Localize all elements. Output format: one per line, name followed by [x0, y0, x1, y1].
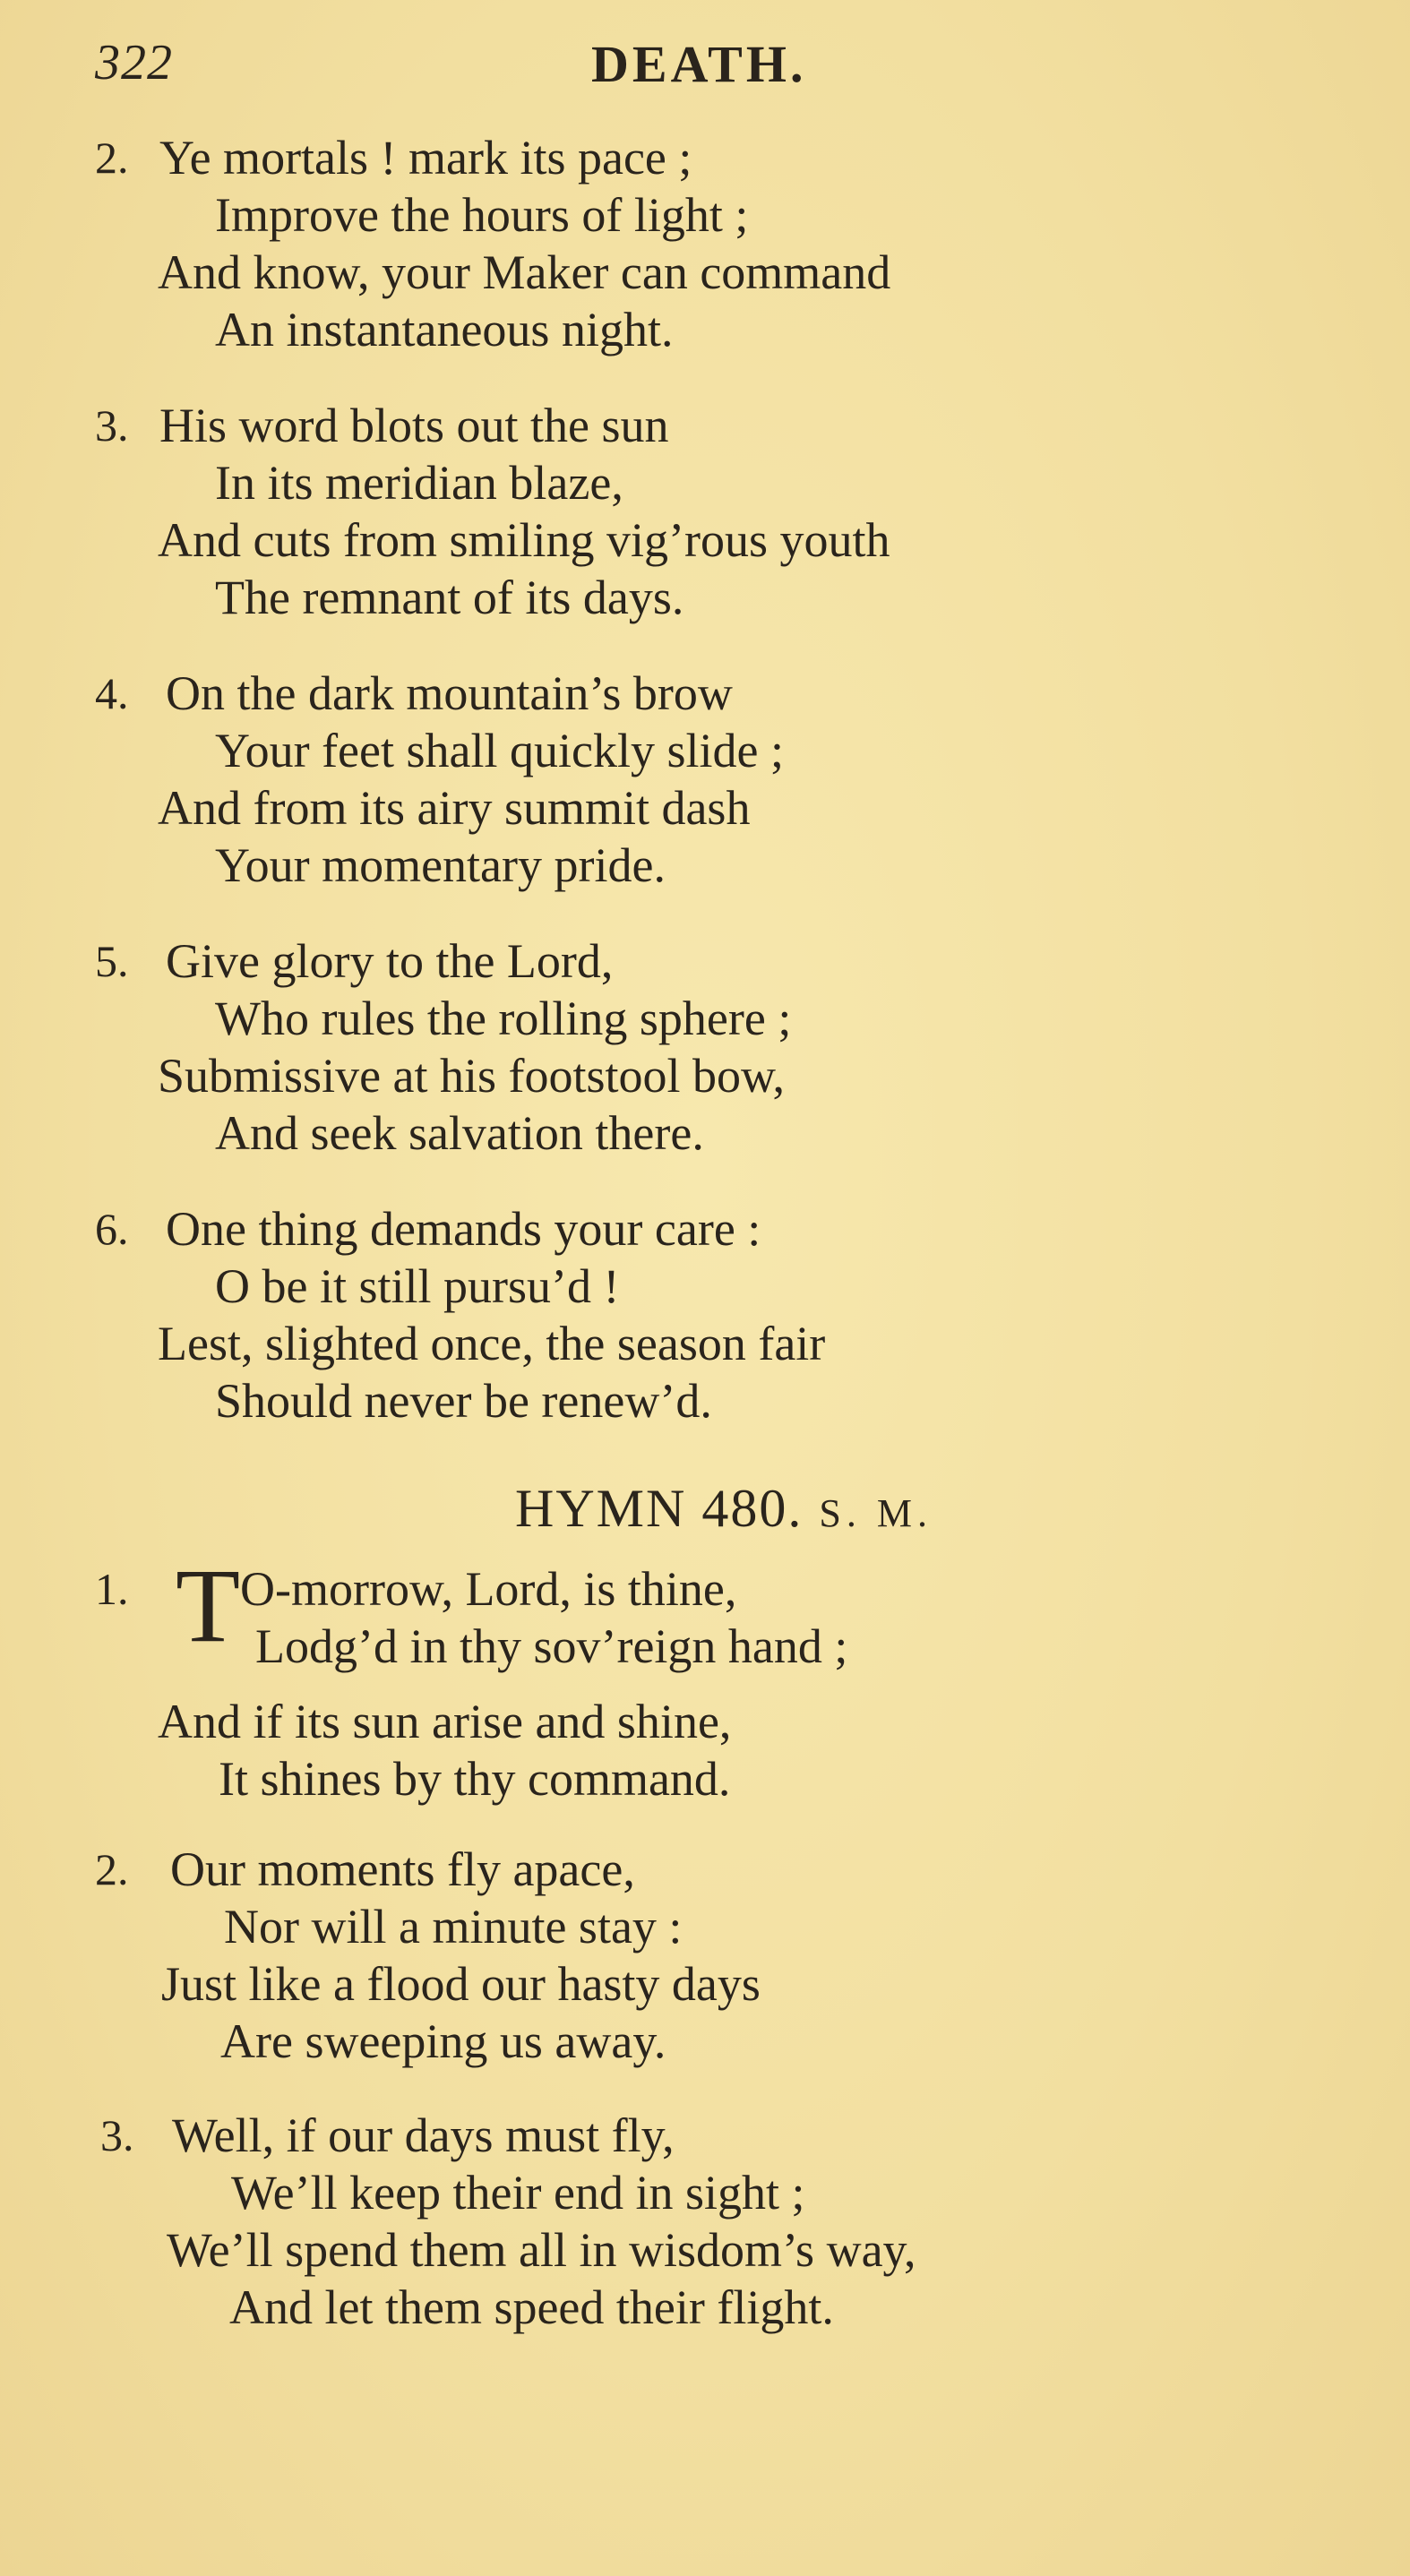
verse-line: And know, your Maker can command: [158, 245, 891, 299]
verse-line: Our moments fly apace,: [170, 1842, 635, 1896]
verse-line: Your feet shall quickly slide ;: [215, 724, 784, 777]
verse-line: Well, if our days must fly,: [172, 2108, 675, 2162]
verse-line: Lest, slighted once, the season fair: [158, 1317, 826, 1370]
verse-line: We’ll spend them all in wisdom’s way,: [167, 2223, 916, 2277]
verse-line: An instantaneous night.: [215, 303, 674, 356]
stanza-number: 4.: [95, 668, 129, 718]
verse-line: We’ll keep their end in sight ;: [231, 2166, 805, 2220]
verse-line: And cuts from smiling vig’rous youth: [158, 513, 890, 567]
verse-line: On the dark mountain’s brow: [166, 666, 733, 720]
verse-line: And seek salvation there.: [215, 1106, 704, 1160]
verse-line: Are sweeping us away.: [220, 2014, 666, 2068]
verse-line: And from its airy summit dash: [158, 781, 751, 835]
verse-line: O be it still pursu’d !: [215, 1259, 620, 1313]
verse-line: Should never be renew’d.: [215, 1374, 712, 1428]
verse-line: And if its sun arise and shine,: [158, 1695, 732, 1748]
page-number: 322: [95, 35, 173, 90]
verse-line: Ye mortals ! mark its pace ;: [159, 131, 692, 185]
running-head: DEATH.: [591, 35, 807, 93]
stanza-number: 6.: [95, 1204, 129, 1254]
verse-line: His word blots out the sun: [159, 399, 669, 452]
stanza-number: 3.: [95, 400, 129, 451]
verse-line: And let them speed their flight.: [229, 2280, 834, 2334]
verse-line: Give glory to the Lord,: [166, 934, 614, 988]
verse-line: It shines by thy command.: [219, 1752, 731, 1806]
stanza-number: 3.: [100, 2110, 134, 2160]
hymn-meter: S. M.: [819, 1491, 933, 1535]
verse-line: O-morrow, Lord, is thine,: [240, 1562, 737, 1616]
verse-line: In its meridian blaze,: [215, 456, 623, 510]
verse-line: Just like a flood our hasty days: [161, 1957, 761, 2011]
page-header: [0, 34, 1410, 97]
verse-line: Submissive at his footstool bow,: [158, 1049, 786, 1103]
stanza-number: 1.: [95, 1564, 129, 1614]
stanza-number: 5.: [95, 936, 129, 986]
verse-line: Nor will a minute stay :: [224, 1900, 683, 1953]
verse-line: Improve the hours of light ;: [215, 188, 749, 242]
drop-cap: T: [176, 1547, 241, 1664]
hymn-title: [515, 1478, 933, 1540]
verse-line: Your momentary pride.: [215, 838, 666, 892]
stanza-number: 2.: [95, 133, 129, 183]
verse-line: One thing demands your care :: [166, 1202, 761, 1256]
verse-line: Lodg’d in thy sov’reign hand ;: [255, 1619, 848, 1673]
verse-line: The remnant of its days.: [215, 571, 684, 624]
hymn-number: HYMN 480.: [515, 1479, 804, 1538]
verse-line: Who rules the rolling sphere ;: [215, 992, 792, 1045]
stanza-number: 2.: [95, 1844, 129, 1894]
